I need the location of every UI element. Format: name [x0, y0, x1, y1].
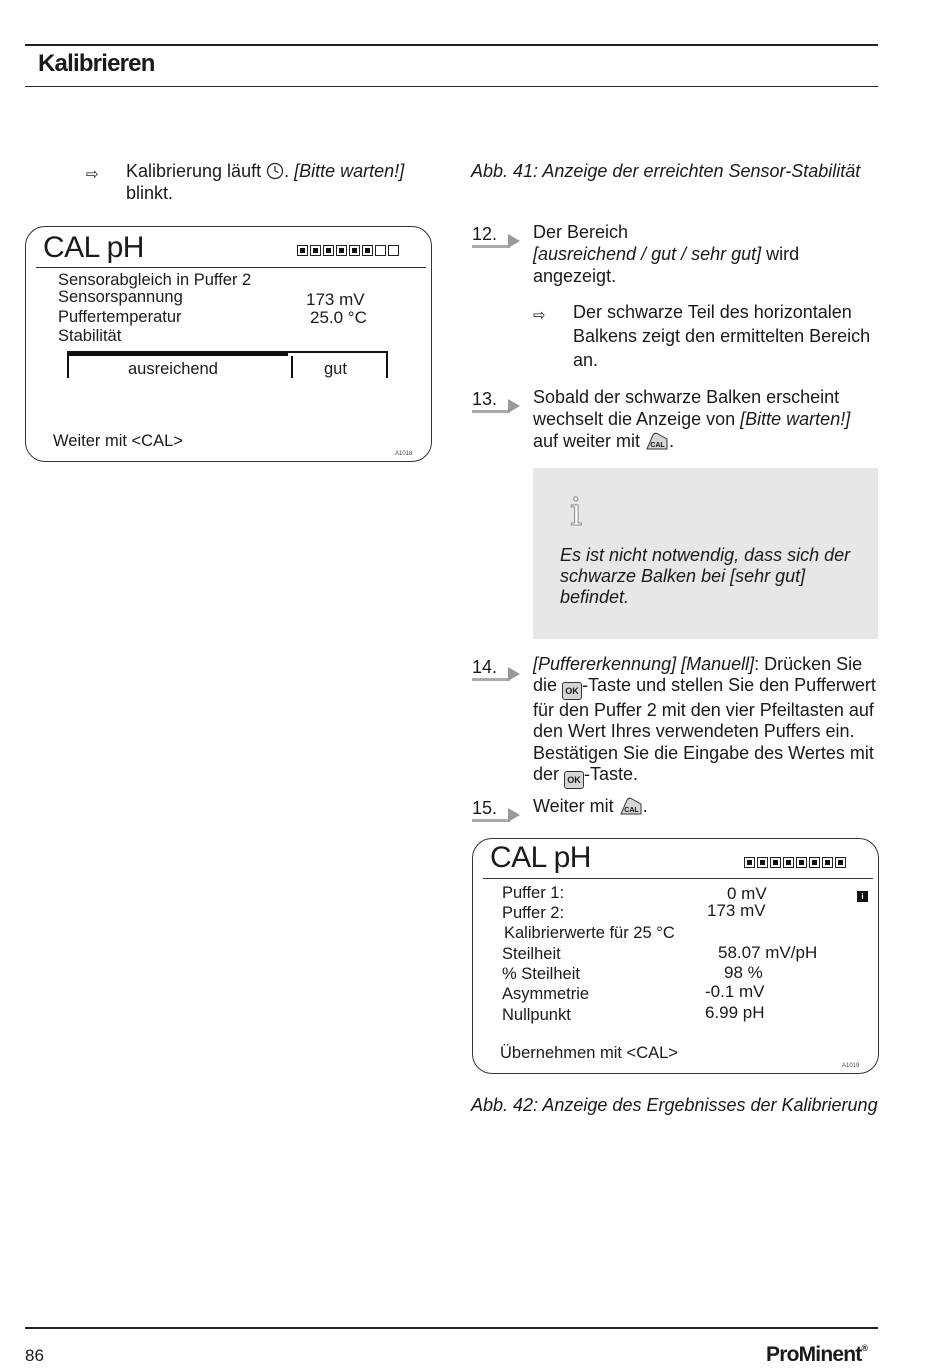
prominent-logo: ProMinent® [766, 1343, 868, 1366]
clock-icon [266, 162, 284, 180]
info-text: Es ist nicht notwendig, dass sich der schwarze Balken bei [sehr gut] befindet. [560, 545, 851, 607]
value-temperature: 25.0 °C [310, 308, 367, 327]
progress-bars [744, 857, 848, 871]
cal-key-icon [619, 796, 643, 821]
step-13-text: Sobald der schwarze Balken erscheint wechselt die Anzeige von [Bitte warten!] auf weiter mit CAL . [533, 386, 878, 456]
row-label: Kalibrierwerte für 25 °C [504, 924, 675, 942]
display-title: CAL pH [43, 231, 144, 264]
figure-caption-42: Abb. 42: Anzeige des Ergebnisses der Kalibrierung [471, 1095, 878, 1115]
step-arrow-icon [508, 667, 520, 681]
display-code: A1019 [842, 1063, 860, 1069]
label-temperature: Puffertemperatur [58, 308, 182, 326]
row-value: 0 mV [727, 884, 767, 903]
result-text: Kalibrierung läuft . [Bitte warten!] blinkt. [126, 161, 405, 203]
step-arrow-icon [508, 808, 520, 822]
result-arrow-icon: ⇨ [533, 307, 546, 324]
progress-segment-filled [362, 245, 373, 256]
progress-segment-filled [757, 857, 768, 868]
header-top-rule [25, 44, 878, 46]
progress-segment-filled [783, 857, 794, 868]
svg-text:CAL: CAL [650, 442, 665, 449]
footer-rule [25, 1327, 878, 1329]
display-footer: Weiter mit <CAL> [53, 432, 183, 450]
display-title: CAL pH [490, 841, 591, 874]
step-underline [472, 678, 510, 681]
progress-segment-filled [770, 857, 781, 868]
step-12-result: Der schwarze Teil des horizontalen Balkens zeigt den ermittelten Bereich an. [573, 302, 871, 370]
value-voltage: 173 mV [306, 290, 365, 309]
step-marker-14: 14. [472, 657, 522, 685]
progress-segment-filled [336, 245, 347, 256]
progress-segment-filled [310, 245, 321, 256]
stability-low-label: ausreichend [128, 360, 218, 378]
page-number: 86 [25, 1346, 44, 1365]
figure-caption-41: Abb. 41: Anzeige der erreichten Sensor-Stabilität [471, 161, 861, 181]
row-value: -0.1 mV [705, 982, 765, 1001]
step-underline [472, 245, 510, 248]
label-voltage: Sensorspannung [58, 288, 183, 306]
row-label: Puffer 1: [502, 884, 565, 902]
info-icon: i [570, 490, 583, 534]
row-label: Nullpunkt [502, 1006, 571, 1024]
header-bottom-rule [25, 86, 878, 87]
progress-bars [297, 245, 401, 259]
row-label: % Steilheit [502, 965, 580, 983]
row-value: 6.99 pH [705, 1003, 765, 1022]
stability-tick-left [67, 351, 69, 378]
progress-segment-filled [796, 857, 807, 868]
display-line-buffer: Sensorabgleich in Puffer 2 [58, 271, 252, 289]
progress-segment-filled [744, 857, 755, 868]
display-divider [483, 878, 873, 879]
display-code: A1018 [395, 451, 413, 457]
row-value: 173 mV [707, 901, 766, 920]
progress-segment-filled [809, 857, 820, 868]
step-underline [472, 819, 510, 822]
step-14-text: [Puffererkennung] [Manuell]: Drücken Sie die OK -Taste und stellen Sie den Pufferwert für den Puffer 2 mit den vier Pfeiltasten auf den Wert Ihres verwendeten Puffers ein. Bestätigen Sie die Eingabe des Wertes mit der OK -Taste. [533, 654, 878, 789]
stability-bar-empty [288, 351, 387, 353]
stability-bar-fill [67, 351, 288, 356]
stability-tick-right [386, 351, 388, 378]
progress-segment-filled [297, 245, 308, 256]
progress-segment-filled [323, 245, 334, 256]
step-underline [472, 410, 510, 413]
step-15-text: Weiter mit CAL . [533, 795, 878, 821]
progress-segment-empty [375, 245, 386, 256]
row-label: Asymmetrie [502, 985, 590, 1003]
display-footer: Übernehmen mit <CAL> [500, 1044, 678, 1062]
progress-segment-empty [388, 245, 399, 256]
display-stability [25, 226, 432, 462]
progress-segment-filled [349, 245, 360, 256]
result-arrow-icon: ⇨ [86, 166, 99, 183]
progress-segment-filled [822, 857, 833, 868]
step-marker-13: 13. [472, 389, 522, 417]
label-stability: Stabilität [58, 327, 122, 345]
step-marker-15: 15. [472, 798, 522, 826]
svg-text:CAL: CAL [624, 807, 639, 814]
step-marker-12: 12. [472, 224, 522, 252]
stability-tick-mid [291, 356, 293, 378]
display-divider [36, 267, 426, 268]
stability-high-label: gut [324, 360, 347, 378]
ok-key-icon: OK [564, 771, 584, 789]
display-result [472, 838, 879, 1074]
page-title: Kalibrieren [38, 50, 155, 77]
step-12-text: Der Bereich [ausreichend / gut / sehr gut] wird angezeigt. [533, 222, 800, 286]
row-value: 58.07 mV/pH [718, 943, 818, 962]
info-box [533, 468, 878, 639]
ok-key-icon: OK [562, 682, 582, 700]
step-arrow-icon [508, 234, 520, 248]
info-marker-icon: i [857, 891, 868, 902]
row-value: 98 % [724, 963, 763, 982]
row-label: Puffer 2: [502, 904, 565, 922]
row-label: Steilheit [502, 945, 561, 963]
step-arrow-icon [508, 399, 520, 413]
progress-segment-filled [835, 857, 846, 868]
cal-key-icon [645, 431, 669, 456]
